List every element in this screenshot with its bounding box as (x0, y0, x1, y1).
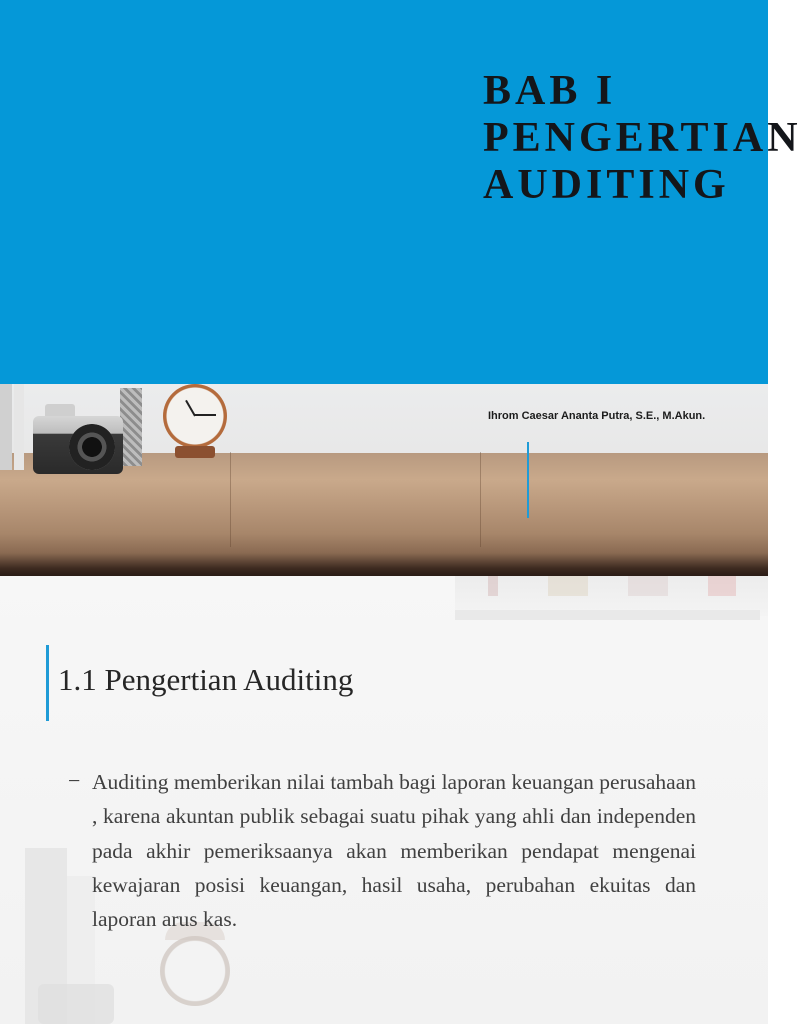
bullet-marker: − (68, 768, 81, 793)
faded-shelf-book (708, 576, 736, 596)
faded-camera-icon (38, 984, 114, 1024)
basket-photo (120, 388, 142, 466)
wood-plank-seam (480, 452, 481, 547)
wood-plank-seam (230, 452, 231, 547)
camera-photo-icon (33, 404, 123, 474)
content-slide (0, 576, 768, 1024)
heading-accent-bar (46, 645, 49, 721)
section-heading: 1.1 Pengertian Auditing (58, 662, 354, 697)
slide-title: BAB I PENGERTIAN AUDITING (483, 68, 802, 208)
book-photo (0, 384, 12, 470)
accent-divider (527, 442, 529, 518)
faded-shelf-book (488, 576, 498, 596)
faded-clock-icon (160, 936, 230, 1006)
faded-shelf-board (455, 610, 760, 620)
bullet-paragraph: Auditing memberikan nilai tambah bagi laporan keuangan perusahaan , karena akuntan publik sebagai suatu pihak yang ahli dan independen pada akhir pemeriksaanya akan memberikan pendapat mengenai kewajaran posisi keuangan, hasil usaha, perubahan ekuitas dan laporan arus kas. (92, 770, 696, 932)
alarm-clock-photo-icon (163, 384, 227, 448)
faded-shelf-book (548, 576, 588, 596)
clock-base (175, 446, 215, 458)
book-photo (14, 384, 24, 470)
faded-shelf-book (628, 576, 668, 596)
author-name: Ihrom Caesar Ananta Putra, S.E., M.Akun. (488, 410, 706, 422)
